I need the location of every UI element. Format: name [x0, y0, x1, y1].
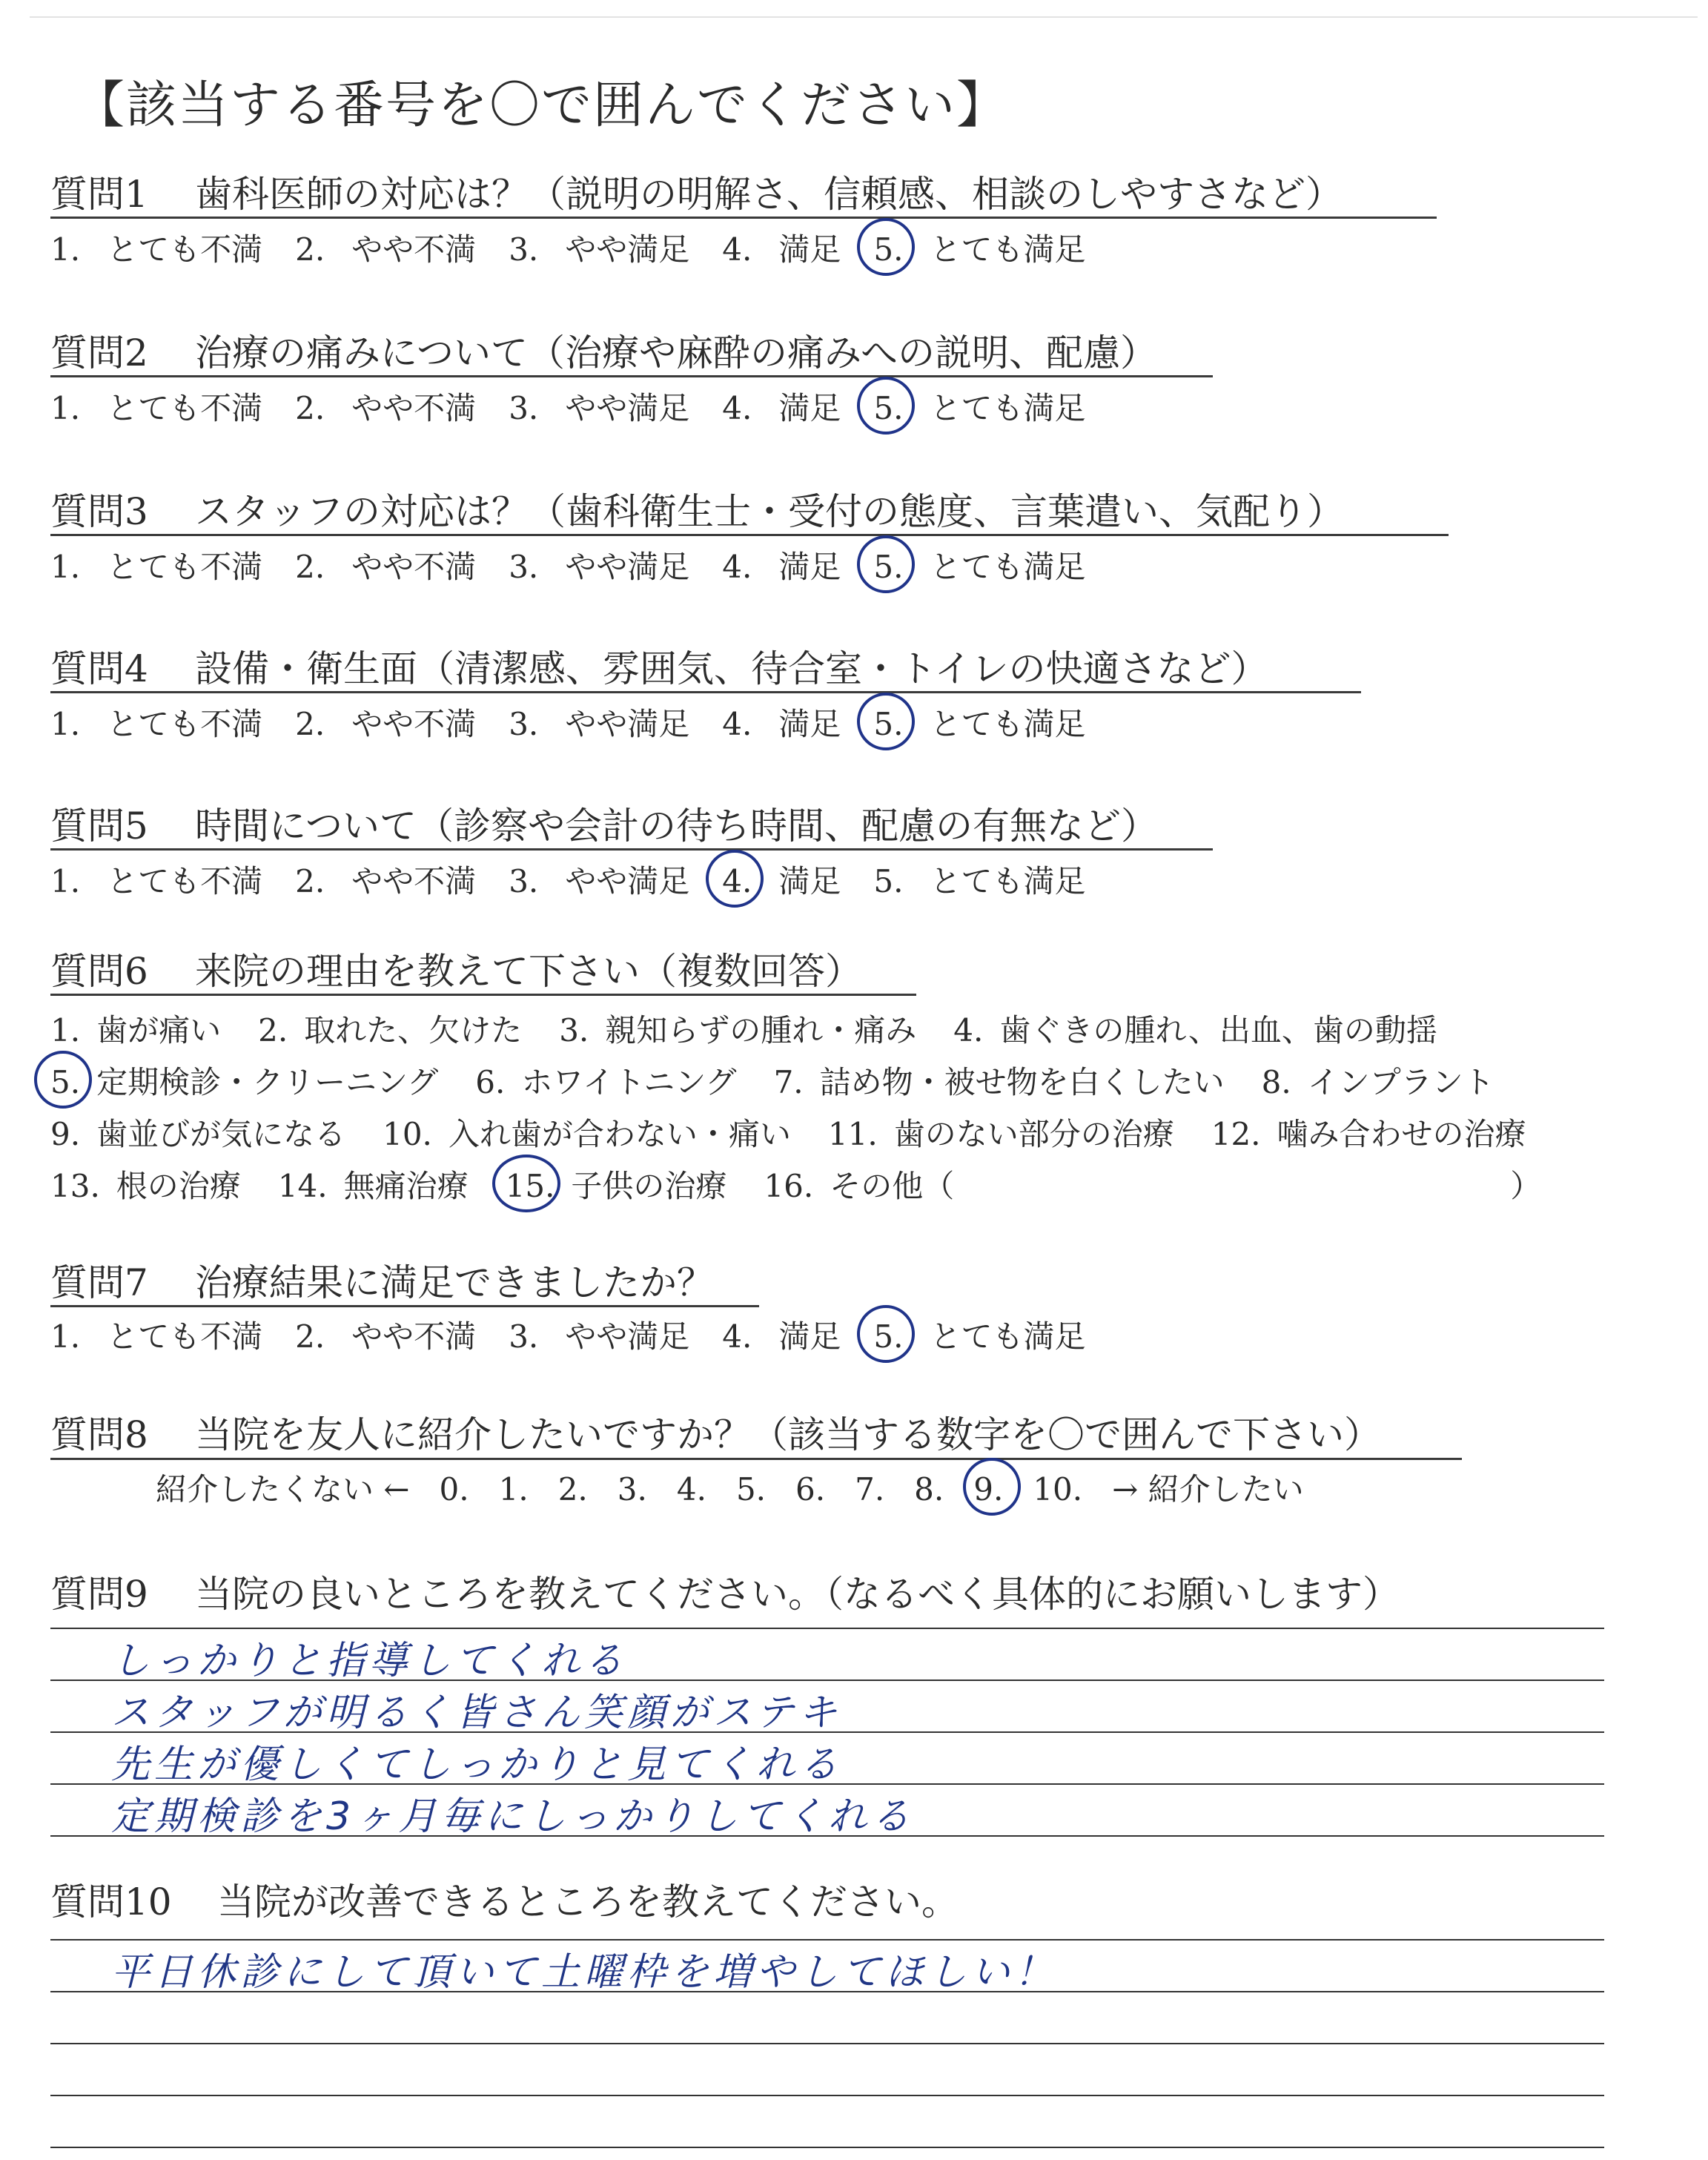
rating-option[interactable] — [50, 857, 262, 902]
reason-row — [50, 1109, 1563, 1160]
selection-circle — [963, 1458, 1021, 1516]
option-label: 満足 — [778, 549, 841, 585]
question-6 — [50, 942, 862, 995]
option-label: 歯のない部分の治療 — [893, 1116, 1174, 1152]
option-number: 5. — [873, 231, 903, 268]
option-number: 5. — [873, 1318, 903, 1355]
question-4 — [50, 639, 1268, 693]
option-number: 5. — [873, 863, 904, 899]
option-number: 9. — [50, 1116, 81, 1152]
option-label: その他（ — [830, 1168, 955, 1204]
question-text: 治療の痛みについて（治療や麻酔の痛みへの説明、配慮） — [195, 331, 1157, 374]
option-number: 3. — [617, 1471, 647, 1507]
question-underline — [50, 1305, 759, 1307]
option-number: 3. — [509, 1318, 539, 1355]
reason-option[interactable] — [764, 1160, 954, 1212]
option-label: 無痛治療 — [343, 1168, 469, 1204]
rating-option[interactable] — [50, 225, 262, 270]
reason-row — [50, 1005, 1563, 1057]
rating-option[interactable] — [295, 384, 476, 429]
rating-option[interactable] — [722, 857, 841, 902]
reason-option[interactable] — [774, 1057, 1225, 1109]
option-number: 2. — [557, 1471, 588, 1507]
rating-options — [50, 700, 1118, 744]
option-number: 5. — [873, 549, 903, 585]
question-text: 治療結果に満足できましたか？ — [195, 1261, 714, 1304]
question-text: スタッフの対応は？（歯科衛生士・受付の態度、言葉遣い、気配り） — [195, 490, 1344, 533]
option-number: 6. — [795, 1471, 826, 1507]
option-label: とても不満 — [107, 1318, 263, 1355]
option-number: 4. — [953, 1012, 984, 1048]
rating-option[interactable] — [873, 857, 1085, 902]
recommend-scale — [156, 1465, 1304, 1510]
rating-option[interactable] — [873, 1312, 1085, 1357]
rating-option[interactable] — [50, 700, 262, 744]
scale-number[interactable] — [855, 1471, 884, 1507]
question-1 — [50, 165, 1343, 218]
question-8 — [50, 1405, 1381, 1459]
option-number: 0. — [439, 1471, 469, 1507]
rating-options — [50, 384, 1118, 429]
option-label: とても満足 — [930, 390, 1086, 426]
question-label: 質問10 — [50, 1880, 172, 1923]
question-label: 質問8 — [50, 1413, 148, 1456]
option-number: 1. — [50, 231, 81, 268]
option-number: 1. — [50, 863, 81, 899]
question-underline — [50, 534, 1449, 536]
question-underline — [50, 217, 1437, 219]
reason-option[interactable] — [828, 1109, 1174, 1160]
option-number: 8. — [914, 1471, 944, 1507]
rating-option[interactable] — [873, 700, 1085, 744]
rating-option[interactable] — [50, 543, 262, 587]
rating-options — [50, 857, 1118, 902]
option-number: 3. — [509, 390, 539, 426]
option-label: とても満足 — [930, 1318, 1086, 1355]
question-text: 当院が改善できるところを教えてください。 — [217, 1880, 959, 1923]
option-label: とても不満 — [107, 863, 263, 899]
question-label: 質問5 — [50, 805, 148, 848]
option-label: やや不満 — [351, 390, 477, 426]
reason-option[interactable] — [1262, 1057, 1494, 1109]
scale-number[interactable] — [795, 1471, 825, 1507]
rating-option[interactable] — [509, 384, 689, 429]
option-number: 11. — [827, 1116, 878, 1152]
option-number: 5. — [50, 1064, 80, 1100]
selection-circle — [706, 850, 764, 908]
selection-circle — [857, 1305, 915, 1363]
option-number: 7. — [855, 1471, 885, 1507]
option-number: 3. — [559, 1012, 589, 1048]
rating-option[interactable] — [722, 225, 841, 270]
reason-option[interactable] — [1211, 1109, 1526, 1160]
option-label: やや不満 — [351, 1318, 477, 1355]
question-3 — [50, 482, 1344, 535]
question-10 — [50, 1872, 959, 1926]
question-underline — [50, 848, 1213, 851]
question-underline — [50, 994, 916, 996]
option-number: 4. — [722, 549, 752, 585]
handwritten-answer: 定期検診を3ヶ月毎にしっかりしてくれる — [111, 1794, 915, 1839]
reason-option[interactable] — [50, 1057, 438, 1109]
reason-option[interactable] — [50, 1160, 241, 1212]
option-number: 2. — [295, 390, 325, 426]
option-label: とても不満 — [107, 706, 263, 742]
question-5 — [50, 796, 1158, 850]
option-number: 4. — [722, 863, 752, 899]
reason-option[interactable] — [50, 1109, 345, 1160]
question-text: 歯科医師の対応は？（説明の明解さ、信頼感、相談のしやすさなど） — [195, 173, 1343, 216]
reason-option[interactable] — [258, 1005, 522, 1057]
selection-circle — [857, 218, 915, 276]
writing-line — [50, 2095, 1604, 2096]
question-label: 質問3 — [50, 490, 148, 533]
question-text: 当院を友人に紹介したいですか？（該当する数字を〇で囲んで下さい） — [195, 1413, 1381, 1456]
option-number: 2. — [295, 706, 325, 742]
scale-number[interactable] — [499, 1471, 529, 1507]
option-number: 4. — [722, 231, 752, 268]
option-number: 4. — [722, 1318, 752, 1355]
rating-option[interactable] — [509, 1312, 689, 1357]
option-number: 10. — [1033, 1471, 1083, 1507]
option-label: 取れた、欠けた — [304, 1012, 523, 1048]
question-text: 来院の理由を教えて下さい（複数回答） — [195, 950, 862, 993]
reason-option[interactable] — [506, 1160, 727, 1212]
reason-option[interactable] — [559, 1005, 916, 1057]
option-number: 3. — [509, 231, 539, 268]
option-number: 4. — [722, 390, 752, 426]
rating-option[interactable] — [873, 384, 1085, 429]
option-label: 定期検診・クリーニング — [96, 1064, 439, 1100]
option-label: やや不満 — [351, 231, 477, 268]
option-label: 親知らずの腫れ・痛み — [605, 1012, 917, 1048]
option-label: やや満足 — [565, 706, 690, 742]
option-number: 3. — [509, 706, 539, 742]
option-number: 10. — [383, 1116, 432, 1152]
scale-number[interactable] — [736, 1471, 766, 1507]
reason-options — [50, 1005, 1563, 1212]
option-number: 1. — [498, 1471, 529, 1507]
rating-option[interactable] — [722, 543, 841, 587]
reason-option[interactable] — [278, 1160, 469, 1212]
option-label: とても満足 — [930, 231, 1086, 268]
option-label: とても不満 — [107, 549, 263, 585]
writing-line — [50, 2147, 1604, 2148]
option-label: 満足 — [778, 1318, 841, 1355]
reason-option[interactable] — [383, 1109, 791, 1160]
option-number: 7. — [773, 1064, 804, 1100]
handwritten-answer: 先生が優しくてしっかりと見てくれる — [111, 1743, 843, 1787]
option-number: 2. — [295, 1318, 325, 1355]
question-label: 質問6 — [50, 950, 148, 993]
question-underline — [50, 375, 1213, 377]
option-label: 満足 — [778, 863, 841, 899]
rating-options — [50, 1312, 1118, 1357]
question-label: 質問7 — [50, 1261, 148, 1304]
rating-option[interactable] — [295, 857, 476, 902]
question-label: 質問2 — [50, 331, 148, 374]
selection-circle — [492, 1155, 560, 1212]
question-7 — [50, 1253, 714, 1307]
option-number: 5. — [873, 706, 903, 742]
option-number: 5. — [873, 390, 903, 426]
option-number: 6. — [475, 1064, 506, 1100]
rating-option[interactable] — [509, 857, 689, 902]
other-close-paren: ） — [1510, 1168, 1542, 1204]
rating-option[interactable] — [722, 384, 841, 429]
option-number: 16. — [764, 1168, 814, 1204]
rating-option[interactable] — [509, 225, 689, 270]
page-title: 【該当する番号を〇で囲んでください】 — [74, 76, 1009, 135]
question-label: 質問1 — [50, 173, 148, 216]
rating-option[interactable] — [295, 543, 476, 587]
option-number: 1. — [50, 549, 81, 585]
scale-number[interactable] — [914, 1471, 944, 1507]
option-label: 満足 — [778, 706, 841, 742]
option-label: 歯が痛い — [96, 1012, 222, 1048]
scale-number[interactable] — [618, 1471, 647, 1507]
option-number: 9. — [973, 1471, 1003, 1507]
option-label: 歯ぐきの腫れ、出血、歯の動揺 — [999, 1012, 1437, 1048]
option-number: 2. — [295, 549, 325, 585]
option-number: 1. — [50, 1012, 81, 1048]
option-label: やや満足 — [565, 390, 690, 426]
option-number: 15. — [506, 1168, 555, 1204]
option-label: 満足 — [778, 231, 841, 268]
option-number: 2. — [295, 231, 325, 268]
handwritten-answer: スタッフが明るく皆さん笑顔がステキ — [111, 1691, 841, 1735]
question-2 — [50, 323, 1157, 377]
option-label: やや満足 — [565, 231, 690, 268]
option-number: 3. — [509, 863, 539, 899]
selection-circle — [857, 693, 915, 750]
option-number: 4. — [722, 706, 752, 742]
option-number: 8. — [1261, 1064, 1291, 1100]
rating-option[interactable] — [295, 1312, 476, 1357]
option-label: やや満足 — [565, 1318, 690, 1355]
handwritten-answer: しっかりと指導してくれる — [111, 1639, 628, 1683]
handwritten-answer: 平日休診にして頂いて土曜枠を増やしてほしい！ — [111, 1950, 1058, 1995]
question-9 — [50, 1565, 1400, 1618]
scale-number[interactable] — [677, 1471, 706, 1507]
option-number: 3. — [509, 549, 539, 585]
scale-number[interactable] — [440, 1471, 469, 1507]
scale-number[interactable] — [973, 1471, 1003, 1507]
rating-option[interactable] — [873, 225, 1085, 270]
reason-row — [50, 1057, 1563, 1109]
option-label: 詰め物・被せ物を白くしたい — [819, 1064, 1225, 1100]
reason-option[interactable] — [475, 1057, 736, 1109]
scale-number[interactable] — [558, 1471, 588, 1507]
scale-number[interactable] — [1033, 1471, 1082, 1507]
option-number: 1. — [50, 1318, 81, 1355]
option-number: 2. — [295, 863, 325, 899]
selection-circle — [857, 377, 915, 435]
option-label: 子供の治療 — [571, 1168, 727, 1204]
rating-options — [50, 543, 1118, 587]
scale-left-label: 紹介したくない ← — [156, 1471, 410, 1507]
writing-line — [50, 2043, 1604, 2044]
rating-option[interactable] — [722, 1312, 841, 1357]
reason-option[interactable] — [953, 1005, 1437, 1057]
option-label: とても不満 — [107, 390, 263, 426]
rating-option[interactable] — [50, 384, 262, 429]
option-label: 入れ歯が合わない・痛い — [448, 1116, 791, 1152]
question-underline — [50, 691, 1361, 693]
rating-option[interactable] — [873, 543, 1085, 587]
option-label: 歯並びが気になる — [96, 1116, 346, 1152]
option-number: 1. — [50, 390, 81, 426]
rating-option[interactable] — [50, 1312, 262, 1357]
option-label: とても満足 — [930, 706, 1086, 742]
option-number: 2. — [258, 1012, 288, 1048]
rating-option[interactable] — [295, 225, 476, 270]
option-number: 12. — [1211, 1116, 1261, 1152]
option-label: やや満足 — [565, 549, 690, 585]
rating-option[interactable] — [722, 700, 841, 744]
option-label: とても満足 — [930, 863, 1086, 899]
rating-option[interactable] — [295, 700, 476, 744]
option-label: 噛み合わせの治療 — [1277, 1116, 1526, 1152]
selection-circle — [34, 1051, 92, 1109]
option-number: 1. — [50, 706, 81, 742]
rating-option[interactable] — [509, 543, 689, 587]
page-top-edge — [30, 16, 1698, 18]
option-number: 4. — [676, 1471, 706, 1507]
option-label: とても満足 — [930, 549, 1086, 585]
question-text: 時間について（診察や会計の待ち時間、配慮の有無など） — [195, 805, 1158, 848]
option-number: 5. — [735, 1471, 767, 1507]
option-label: やや不満 — [351, 549, 477, 585]
option-number: 14. — [277, 1168, 328, 1204]
question-underline — [50, 1458, 1462, 1460]
rating-option[interactable] — [509, 700, 689, 744]
rating-options — [50, 225, 1118, 270]
reason-option[interactable] — [50, 1005, 221, 1057]
question-text: 設備・衛生面（清潔感、雰囲気、待合室・トイレの快適さなど） — [195, 647, 1268, 690]
option-label: とても不満 — [107, 231, 263, 268]
option-label: やや満足 — [565, 863, 690, 899]
question-label: 質問9 — [50, 1573, 148, 1616]
option-label: 根の治療 — [116, 1168, 241, 1204]
option-number: 13. — [50, 1168, 100, 1204]
option-label: 満足 — [778, 390, 841, 426]
option-label: やや不満 — [351, 863, 477, 899]
option-label: やや不満 — [351, 706, 477, 742]
reason-row — [50, 1160, 1563, 1212]
question-label: 質問4 — [50, 647, 148, 690]
option-label: ホワイトニング — [521, 1064, 737, 1100]
option-label: インプラント — [1307, 1064, 1494, 1100]
scale-right-label: → 紹介したい — [1112, 1471, 1304, 1507]
selection-circle — [857, 535, 915, 593]
question-text: 当院の良いところを教えてください。（なるべく具体的にお願いします） — [195, 1573, 1400, 1616]
